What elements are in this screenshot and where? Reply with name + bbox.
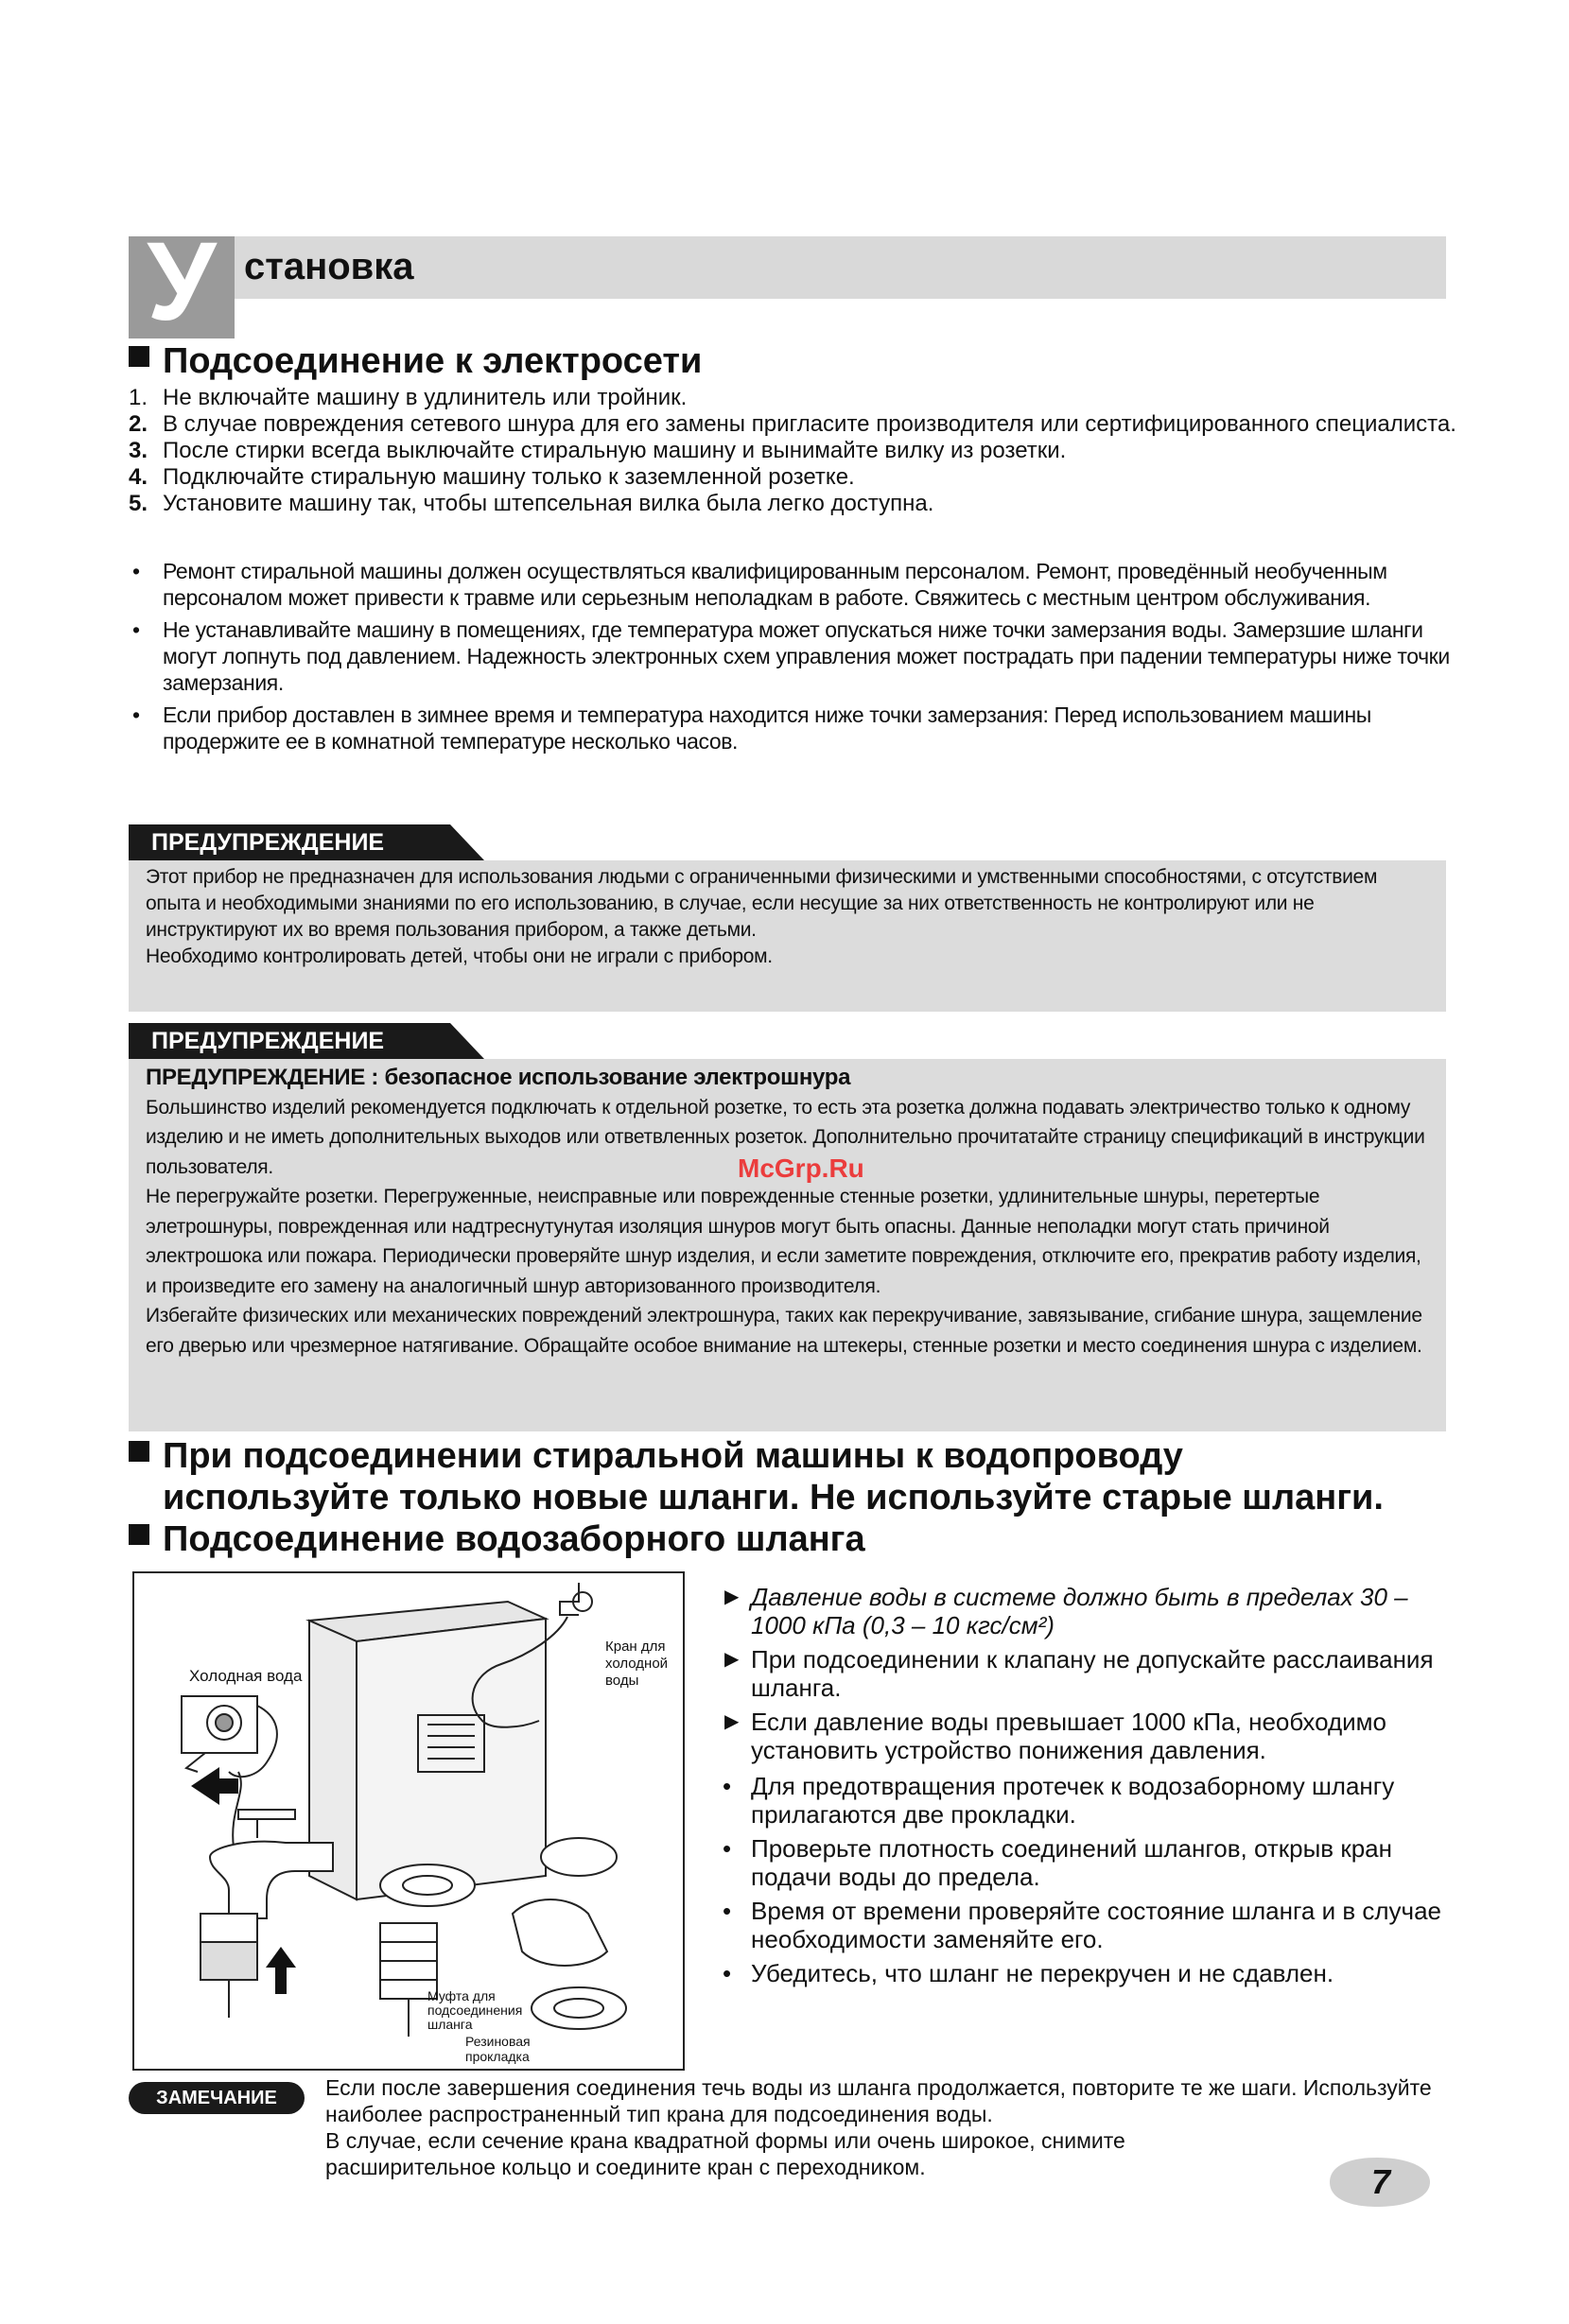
list-item: • Ремонт стиральной машины должен осуществляться квалифицированным персоналом. Ремонт, проведённый необученным персоналом может привести к травме или серьезным неполадкам в работе. Свяжитесь с местным центром обслуживания. (132, 559, 1387, 610)
warning-heading: ПРЕДУПРЕЖДЕНИЕ : безопасное использование электрошнура (146, 1065, 851, 1090)
page-number: 7 (1371, 2162, 1391, 2201)
header-letter: У (147, 219, 217, 344)
hose-instructions-list (715, 1583, 1462, 1993)
list-item: 1. Не включайте машину в удлинитель или тройник. (129, 385, 688, 410)
warning-text: Большинство изделий рекомендуется подключать к отдельной розетке, то есть эта розетка должна подавать электричество только к одному изделию и не иметь дополнительных выходов или ответвленных розеток. Дополнительно прочитатайте страницу спецификаций в инструкции пользователя. (146, 1096, 1425, 1178)
warning-label-1: ПРЕДУПРЕЖДЕНИЕ (129, 824, 450, 860)
warning-box-1 (129, 860, 1446, 1012)
diagram-label-coupling-3: шланга (427, 2017, 473, 2032)
list-item: • Для предотвращения протечек к водозаборному шлангу прилагаются две прокладки. (723, 1772, 1395, 1829)
list-item: ▶ Давление воды в системе должно быть в пределах 30 – 1000 кПа (0,3 – 10 кгс/см²) (724, 1583, 1408, 1639)
section-title-hoses: При подсоединении стиральной машины к водопроводу (129, 1435, 1183, 1477)
diagram-label-gasket-2: прокладка (465, 2049, 530, 2064)
note-paragraph: В случае, если сечение крана квадратной формы или очень широкое, снимите расширительное кольцо и соедините кран с переходником. (325, 2128, 1125, 2179)
square-bullet-icon (129, 1524, 149, 1545)
square-bullet-icon (129, 346, 149, 367)
diagram-label-tap-1: Кран для (605, 1639, 666, 1655)
warning-text: Избегайте физических или механических повреждений электрошнура, таких как перекручивание, завязывание, сгибание шнура, защемление его дверью или чрезмерное натягивание. Обращайте особое внимание на штекеры, стенные розетки и место соединения шнура с изделием. (146, 1305, 1422, 1357)
diagram-label-tap-2: холодной (605, 1656, 669, 1672)
list-item: • Время от времени проверяйте состояние шланга и в случае необходимости заменяйте его. (723, 1897, 1442, 1953)
list-item: • Если прибор доставлен в зимнее время и температура находится ниже точки замерзания: Перед использованием машины продержите ее в комнатной температуре несколько часов. (132, 702, 1371, 754)
bullet-list (129, 558, 1453, 760)
section-title-hoses-line2: используйте только новые шланги. Не используйте старые шланги. (163, 1478, 1384, 1518)
list-item: 3. После стирки всегда выключайте стиральную машину и вынимайте вилку из розетки. (129, 438, 1067, 463)
note-paragraph: Если после завершения соединения течь воды из шланга продолжается, повторите те же шаги. Используйте наиболее распространенный тип крана для подсоединения воды. (325, 2075, 1432, 2126)
diagram-label-gasket-1: Резиновая (465, 2034, 531, 2049)
section-title-electric: Подсоединение к электросети (129, 340, 702, 382)
hose-connection-illustration (134, 1573, 683, 2069)
diagram-label-cold-water: Холодная вода (189, 1667, 303, 1685)
section-title-inlet-hose: Подсоединение водозаборного шланга (129, 1518, 865, 1560)
list-item: • Проверьте плотность соединений шлангов, открыв кран подачи воды до предела. (723, 1834, 1392, 1891)
warning-text: Этот прибор не предназначен для использования людьми с ограниченными физическими и умственными способностями, с отсутствием опыта и необходимыми знаниями по его использованию, в случае, если несущие за них ответственность не контролируют или не инструктируют их во время пользования прибором, а также детьми. (146, 866, 1378, 941)
list-item: 4. Подключайте стиральную машину только к заземленной розетке. (129, 464, 855, 490)
diagram-label-coupling-2: подсоединения (427, 2003, 523, 2018)
numbered-list (129, 385, 1456, 517)
list-item: 2. В случае повреждения сетевого шнура для его замены пригласите производителя или сертифицированного специалиста. (129, 411, 1456, 437)
page-title: становка (244, 246, 414, 287)
warning-text: Не перегружайте розетки. Перегруженные, неисправные или поврежденные стенные розетки, удлинительные шнуры, перетертые элетрошнуры, поврежденная или надтреснутунутая изоляция шнуров могут быть опасны. Данные неполадки могут стать причиной электрошока или пожара. Периодически проверяйте шнур изделия, и если заметите повреждения, отключите его, прекратив работу изделия, и произведите его замену на аналогичный шнур авторизованного производителя. (146, 1186, 1421, 1297)
diagram-label-coupling-1: Муфта для (427, 1988, 496, 2003)
note-text (325, 2074, 1451, 2180)
list-item: • Не устанавливайте машину в помещениях, где температура может опускаться ниже точки замерзания воды. Замерзшие шланги могут лопнуть под давлением. Надежность электронных схем управления может пострадать при падении температуры ниже точки замерзания. (132, 617, 1450, 695)
note-badge: ЗАМЕЧАНИЕ (129, 2082, 305, 2114)
list-item: 5. Установите машину так, чтобы штепсельная вилка была легко доступна. (129, 491, 934, 516)
warning-label-2: ПРЕДУПРЕЖДЕНИЕ (129, 1023, 450, 1059)
list-item: ▶ Если давление воды превышает 1000 кПа, необходимо установить устройство понижения давления. (724, 1708, 1387, 1764)
warning-text: Необходимо контролировать детей, чтобы они не играли с прибором. (146, 945, 773, 967)
diagram-label-tap-3: воды (605, 1673, 639, 1689)
installation-diagram (132, 1571, 685, 2071)
warning-box-2 (129, 1059, 1446, 1431)
square-bullet-icon (129, 1441, 149, 1462)
watermark: McGrp.Ru (738, 1153, 864, 1183)
list-item: • Убедитесь, что шланг не перекручен и не сдавлен. (723, 1959, 1334, 1987)
page-number-badge (1322, 2152, 1438, 2212)
list-item: ▶ При подсоединении к клапану не допускайте расслаивания шланга. (724, 1645, 1434, 1702)
